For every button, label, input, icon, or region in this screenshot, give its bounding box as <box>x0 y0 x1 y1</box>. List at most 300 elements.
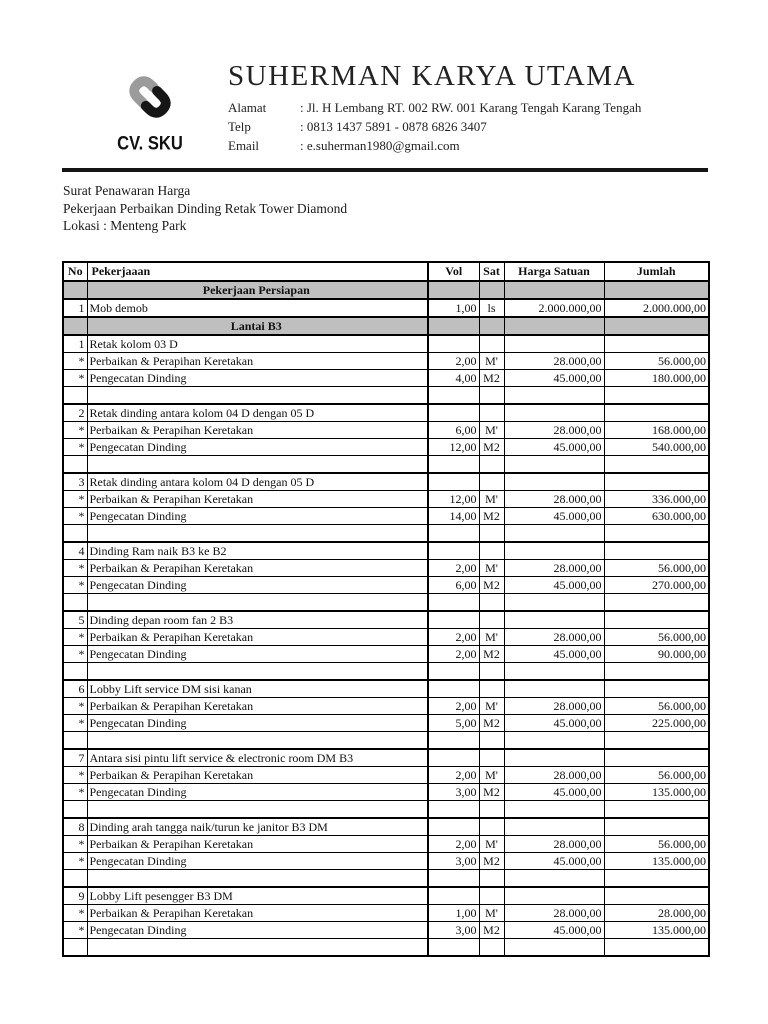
cell-desc: Mob demob <box>87 299 428 317</box>
cell-sat <box>479 404 504 422</box>
cell-harga <box>504 818 604 836</box>
cell-desc: Retak dinding antara kolom 04 D dengan 05 D <box>87 404 428 422</box>
cell-jumlah: 336.000,00 <box>604 491 709 508</box>
cell-jumlah: 168.000,00 <box>604 422 709 439</box>
cell-sat <box>479 663 504 681</box>
cell-vol: 14,00 <box>428 508 479 525</box>
cell-vol: 1,00 <box>428 299 479 317</box>
cell-desc: Dinding arah tangga naik/turun ke janitor B3 DM <box>87 818 428 836</box>
cell-no <box>63 281 87 299</box>
cell-desc: Perbaikan & Perapihan Keretakan <box>87 422 428 439</box>
cell-no: 9 <box>63 887 87 905</box>
cell-harga <box>504 281 604 299</box>
table-row-section <box>63 317 709 335</box>
table-row-group <box>63 404 709 422</box>
table-row-item <box>63 715 709 732</box>
cell-jumlah <box>604 456 709 474</box>
cell-no <box>63 525 87 543</box>
cell-harga <box>504 387 604 405</box>
cell-harga <box>504 317 604 335</box>
subject-line-2: Pekerjaan Perbaikan Dinding Retak Tower Diamond <box>63 200 348 216</box>
contact-row-email <box>228 136 698 155</box>
table-row-item <box>63 577 709 594</box>
cell-harga: 28.000,00 <box>504 560 604 577</box>
cell-jumlah <box>604 387 709 405</box>
cell-no: 7 <box>63 749 87 767</box>
cell-no <box>63 663 87 681</box>
cell-no: 5 <box>63 611 87 629</box>
cell-sat: M' <box>479 698 504 715</box>
cell-jumlah <box>604 680 709 698</box>
cell-desc: Pengecatan Dinding <box>87 715 428 732</box>
cell-desc: Lantai B3 <box>87 317 428 335</box>
cell-no: 1 <box>63 335 87 353</box>
cell-jumlah <box>604 939 709 957</box>
cell-vol: 6,00 <box>428 422 479 439</box>
cell-no: * <box>63 439 87 456</box>
cell-vol <box>428 801 479 819</box>
cell-vol: 4,00 <box>428 370 479 387</box>
cell-jumlah: 90.000,00 <box>604 646 709 663</box>
table-row-item <box>63 698 709 715</box>
cell-no: * <box>63 715 87 732</box>
cell-vol: 12,00 <box>428 491 479 508</box>
cell-sat: M2 <box>479 784 504 801</box>
cell-harga: 28.000,00 <box>504 905 604 922</box>
cell-vol <box>428 404 479 422</box>
cell-vol: 5,00 <box>428 715 479 732</box>
cell-jumlah <box>604 473 709 491</box>
cell-desc <box>87 732 428 750</box>
cell-no <box>63 732 87 750</box>
cell-harga: 28.000,00 <box>504 767 604 784</box>
contact-label: Email <box>228 138 260 153</box>
cell-no: 2 <box>63 404 87 422</box>
cell-no: * <box>63 508 87 525</box>
cell-sat: M' <box>479 629 504 646</box>
table-row-group <box>63 749 709 767</box>
cell-harga <box>504 611 604 629</box>
cell-jumlah <box>604 732 709 750</box>
cell-no: * <box>63 370 87 387</box>
contact-value: : 0813 1437 5891 - 0878 6826 3407 <box>300 119 487 134</box>
cell-sat: M' <box>479 767 504 784</box>
cell-sat <box>479 611 504 629</box>
cell-no: * <box>63 577 87 594</box>
cell-vol: 3,00 <box>428 853 479 870</box>
cell-jumlah: 540.000,00 <box>604 439 709 456</box>
cell-harga: 45.000,00 <box>504 370 604 387</box>
table-row-group <box>63 887 709 905</box>
column-header-jumlah: Jumlah <box>604 262 709 281</box>
cell-no <box>63 456 87 474</box>
cell-no: * <box>63 422 87 439</box>
cell-vol: 2,00 <box>428 646 479 663</box>
cell-sat: M' <box>479 353 504 370</box>
cell-sat <box>479 281 504 299</box>
cell-jumlah: 56.000,00 <box>604 836 709 853</box>
cell-sat <box>479 749 504 767</box>
table-row-spacer <box>63 387 709 405</box>
cell-jumlah <box>604 404 709 422</box>
cell-harga <box>504 404 604 422</box>
cell-harga: 45.000,00 <box>504 853 604 870</box>
company-logo <box>104 64 196 153</box>
cell-no: * <box>63 853 87 870</box>
cell-desc: Perbaikan & Perapihan Keretakan <box>87 491 428 508</box>
cell-sat: M' <box>479 422 504 439</box>
cell-sat: ls <box>479 299 504 317</box>
cell-harga <box>504 801 604 819</box>
cell-vol <box>428 335 479 353</box>
cell-jumlah: 56.000,00 <box>604 353 709 370</box>
table-row-spacer <box>63 594 709 612</box>
cell-desc <box>87 525 428 543</box>
cell-no: * <box>63 353 87 370</box>
cell-harga: 45.000,00 <box>504 508 604 525</box>
cell-sat: M2 <box>479 439 504 456</box>
cell-vol: 2,00 <box>428 353 479 370</box>
cell-no: 3 <box>63 473 87 491</box>
table-row-item <box>63 370 709 387</box>
cell-harga <box>504 939 604 957</box>
cell-no: * <box>63 560 87 577</box>
cell-sat <box>479 335 504 353</box>
cell-sat <box>479 456 504 474</box>
table-header-row <box>63 262 709 281</box>
cell-harga <box>504 887 604 905</box>
cell-sat <box>479 317 504 335</box>
cell-jumlah: 180.000,00 <box>604 370 709 387</box>
cell-no: * <box>63 836 87 853</box>
cell-jumlah <box>604 663 709 681</box>
table-row-item <box>63 353 709 370</box>
table-row-item <box>63 422 709 439</box>
column-header-vol: Vol <box>428 262 479 281</box>
cell-vol <box>428 887 479 905</box>
cell-harga: 45.000,00 <box>504 646 604 663</box>
cell-vol <box>428 611 479 629</box>
cell-desc <box>87 387 428 405</box>
cell-vol: 3,00 <box>428 784 479 801</box>
cell-desc <box>87 801 428 819</box>
table-row-item <box>63 299 709 317</box>
cell-vol <box>428 456 479 474</box>
subject-line-3: Lokasi : Menteng Park <box>63 218 187 233</box>
table-row-item <box>63 922 709 939</box>
cell-harga: 28.000,00 <box>504 353 604 370</box>
cell-vol <box>428 732 479 750</box>
cell-harga: 45.000,00 <box>504 784 604 801</box>
cell-desc: Perbaikan & Perapihan Keretakan <box>87 353 428 370</box>
logo-caption: CV. SKU <box>117 132 183 154</box>
cell-no <box>63 870 87 888</box>
cell-harga <box>504 594 604 612</box>
table-row-group <box>63 542 709 560</box>
cell-vol: 12,00 <box>428 439 479 456</box>
cell-sat: M' <box>479 491 504 508</box>
cell-no <box>63 939 87 957</box>
cell-harga: 28.000,00 <box>504 836 604 853</box>
cell-jumlah: 28.000,00 <box>604 905 709 922</box>
table-row-group <box>63 680 709 698</box>
cell-vol: 2,00 <box>428 560 479 577</box>
cell-vol <box>428 317 479 335</box>
cell-harga: 45.000,00 <box>504 922 604 939</box>
cell-harga <box>504 680 604 698</box>
cell-jumlah <box>604 611 709 629</box>
cell-harga: 45.000,00 <box>504 715 604 732</box>
table-row-spacer <box>63 663 709 681</box>
cell-sat <box>479 732 504 750</box>
table-row-item <box>63 905 709 922</box>
contact-label: Telp <box>228 119 251 134</box>
cell-desc: Perbaikan & Perapihan Keretakan <box>87 767 428 784</box>
cell-desc: Pengecatan Dinding <box>87 646 428 663</box>
cell-harga <box>504 525 604 543</box>
cell-no: 1 <box>63 299 87 317</box>
table-row-item <box>63 629 709 646</box>
cell-harga: 2.000.000,00 <box>504 299 604 317</box>
cell-sat <box>479 818 504 836</box>
cell-desc <box>87 594 428 612</box>
cell-desc: Perbaikan & Perapihan Keretakan <box>87 629 428 646</box>
cell-sat: M2 <box>479 370 504 387</box>
cell-sat <box>479 801 504 819</box>
cell-no: * <box>63 922 87 939</box>
cell-no <box>63 594 87 612</box>
cell-desc: Pekerjaan Persiapan <box>87 281 428 299</box>
cell-desc: Perbaikan & Perapihan Keretakan <box>87 905 428 922</box>
cell-no: * <box>63 767 87 784</box>
cell-vol: 6,00 <box>428 577 479 594</box>
cell-harga <box>504 542 604 560</box>
cell-sat: M2 <box>479 715 504 732</box>
table-row-group <box>63 818 709 836</box>
cell-jumlah: 270.000,00 <box>604 577 709 594</box>
cell-jumlah: 56.000,00 <box>604 698 709 715</box>
contact-label: Alamat <box>228 100 267 115</box>
cell-desc: Lobby Lift service DM sisi kanan <box>87 680 428 698</box>
cell-sat: M' <box>479 905 504 922</box>
cell-jumlah: 630.000,00 <box>604 508 709 525</box>
cell-jumlah: 56.000,00 <box>604 767 709 784</box>
cell-vol <box>428 542 479 560</box>
cell-jumlah <box>604 542 709 560</box>
cell-jumlah <box>604 594 709 612</box>
cell-jumlah <box>604 870 709 888</box>
column-header-no: No <box>63 262 87 281</box>
cell-no <box>63 317 87 335</box>
cell-vol: 2,00 <box>428 767 479 784</box>
cell-jumlah <box>604 801 709 819</box>
cell-harga <box>504 456 604 474</box>
cell-vol: 3,00 <box>428 922 479 939</box>
cell-sat <box>479 525 504 543</box>
cell-sat <box>479 939 504 957</box>
cell-jumlah <box>604 525 709 543</box>
cell-harga: 28.000,00 <box>504 491 604 508</box>
contact-info <box>228 98 698 155</box>
table-row-item <box>63 836 709 853</box>
cell-sat: M2 <box>479 577 504 594</box>
cell-harga <box>504 749 604 767</box>
cell-harga: 28.000,00 <box>504 698 604 715</box>
cell-no: * <box>63 784 87 801</box>
letterhead <box>228 60 698 155</box>
cell-sat: M2 <box>479 922 504 939</box>
cell-jumlah: 2.000.000,00 <box>604 299 709 317</box>
cell-harga: 45.000,00 <box>504 577 604 594</box>
column-header-desc: Pekerjaaan <box>87 262 428 281</box>
contact-row-telp <box>228 117 698 136</box>
cell-desc <box>87 663 428 681</box>
table-row-spacer <box>63 456 709 474</box>
cell-harga: 28.000,00 <box>504 422 604 439</box>
cell-sat: M' <box>479 836 504 853</box>
cell-jumlah <box>604 818 709 836</box>
cell-no: * <box>63 646 87 663</box>
letter-subject <box>63 182 347 235</box>
cell-vol <box>428 525 479 543</box>
cell-sat: M2 <box>479 853 504 870</box>
cell-desc: Antara sisi pintu lift service & electronic room DM B3 <box>87 749 428 767</box>
cell-jumlah <box>604 887 709 905</box>
cell-desc: Perbaikan & Perapihan Keretakan <box>87 698 428 715</box>
table-row-item <box>63 508 709 525</box>
cell-jumlah <box>604 317 709 335</box>
table-row-item <box>63 439 709 456</box>
cell-sat <box>479 594 504 612</box>
cell-sat <box>479 870 504 888</box>
cell-desc: Perbaikan & Perapihan Keretakan <box>87 560 428 577</box>
cell-vol <box>428 594 479 612</box>
cell-sat <box>479 680 504 698</box>
cell-desc: Dinding depan room fan 2 B3 <box>87 611 428 629</box>
cell-jumlah: 56.000,00 <box>604 629 709 646</box>
cell-jumlah: 135.000,00 <box>604 922 709 939</box>
cell-desc: Pengecatan Dinding <box>87 853 428 870</box>
cell-desc: Pengecatan Dinding <box>87 784 428 801</box>
cell-desc <box>87 870 428 888</box>
column-header-harga: Harga Satuan <box>504 262 604 281</box>
cell-jumlah <box>604 335 709 353</box>
cell-vol <box>428 387 479 405</box>
sku-s-logo-icon <box>117 64 183 130</box>
table-row-item <box>63 646 709 663</box>
quotation-table <box>62 261 710 957</box>
table-row-section <box>63 281 709 299</box>
contact-row-alamat <box>228 98 698 117</box>
cell-desc <box>87 456 428 474</box>
cell-no <box>63 387 87 405</box>
cell-no: * <box>63 698 87 715</box>
cell-jumlah <box>604 281 709 299</box>
table-row-spacer <box>63 732 709 750</box>
cell-no: * <box>63 629 87 646</box>
table-row-spacer <box>63 801 709 819</box>
table-row-spacer <box>63 939 709 957</box>
cell-vol <box>428 818 479 836</box>
cell-sat: M' <box>479 560 504 577</box>
cell-desc: Lobby Lift pesengger B3 DM <box>87 887 428 905</box>
cell-harga: 45.000,00 <box>504 439 604 456</box>
cell-sat <box>479 387 504 405</box>
cell-no: * <box>63 491 87 508</box>
cell-sat <box>479 542 504 560</box>
cell-no: 8 <box>63 818 87 836</box>
cell-harga <box>504 870 604 888</box>
cell-vol: 2,00 <box>428 698 479 715</box>
cell-vol <box>428 473 479 491</box>
table-row-item <box>63 853 709 870</box>
cell-no: * <box>63 905 87 922</box>
table-row-item <box>63 560 709 577</box>
company-name: SUHERMAN KARYA UTAMA <box>228 60 636 92</box>
cell-vol <box>428 281 479 299</box>
cell-sat: M2 <box>479 508 504 525</box>
cell-vol <box>428 749 479 767</box>
column-header-sat: Sat <box>479 262 504 281</box>
cell-harga <box>504 732 604 750</box>
cell-desc: Pengecatan Dinding <box>87 439 428 456</box>
cell-vol: 2,00 <box>428 629 479 646</box>
table-row-spacer <box>63 525 709 543</box>
cell-desc: Dinding Ram naik B3 ke B2 <box>87 542 428 560</box>
subject-line-1: Surat Penawaran Harga <box>63 183 191 198</box>
cell-desc: Retak kolom 03 D <box>87 335 428 353</box>
cell-desc: Perbaikan & Perapihan Keretakan <box>87 836 428 853</box>
table-row-group <box>63 473 709 491</box>
cell-jumlah <box>604 749 709 767</box>
contact-value: : e.suherman1980@gmail.com <box>300 138 460 153</box>
letterhead-divider <box>62 168 708 172</box>
cell-jumlah: 56.000,00 <box>604 560 709 577</box>
cell-desc: Pengecatan Dinding <box>87 922 428 939</box>
cell-desc: Pengecatan Dinding <box>87 508 428 525</box>
cell-jumlah: 135.000,00 <box>604 784 709 801</box>
cell-no: 4 <box>63 542 87 560</box>
cell-vol: 1,00 <box>428 905 479 922</box>
cell-desc <box>87 939 428 957</box>
table-row-spacer <box>63 870 709 888</box>
cell-vol <box>428 663 479 681</box>
cell-no: 6 <box>63 680 87 698</box>
cell-desc: Pengecatan Dinding <box>87 370 428 387</box>
table-row-item <box>63 491 709 508</box>
cell-harga <box>504 335 604 353</box>
cell-desc: Retak dinding antara kolom 04 D dengan 05 D <box>87 473 428 491</box>
cell-vol: 2,00 <box>428 836 479 853</box>
cell-sat: M2 <box>479 646 504 663</box>
cell-harga <box>504 663 604 681</box>
table-row-group <box>63 335 709 353</box>
cell-vol <box>428 870 479 888</box>
table-row-item <box>63 767 709 784</box>
cell-jumlah: 135.000,00 <box>604 853 709 870</box>
cell-sat <box>479 473 504 491</box>
table-row-group <box>63 611 709 629</box>
cell-no <box>63 801 87 819</box>
cell-vol <box>428 939 479 957</box>
contact-value: : Jl. H Lembang RT. 002 RW. 001 Karang Tengah Karang Tengah <box>300 100 642 115</box>
cell-harga <box>504 473 604 491</box>
cell-vol <box>428 680 479 698</box>
cell-desc: Pengecatan Dinding <box>87 577 428 594</box>
cell-sat <box>479 887 504 905</box>
table-row-item <box>63 784 709 801</box>
cell-harga: 28.000,00 <box>504 629 604 646</box>
